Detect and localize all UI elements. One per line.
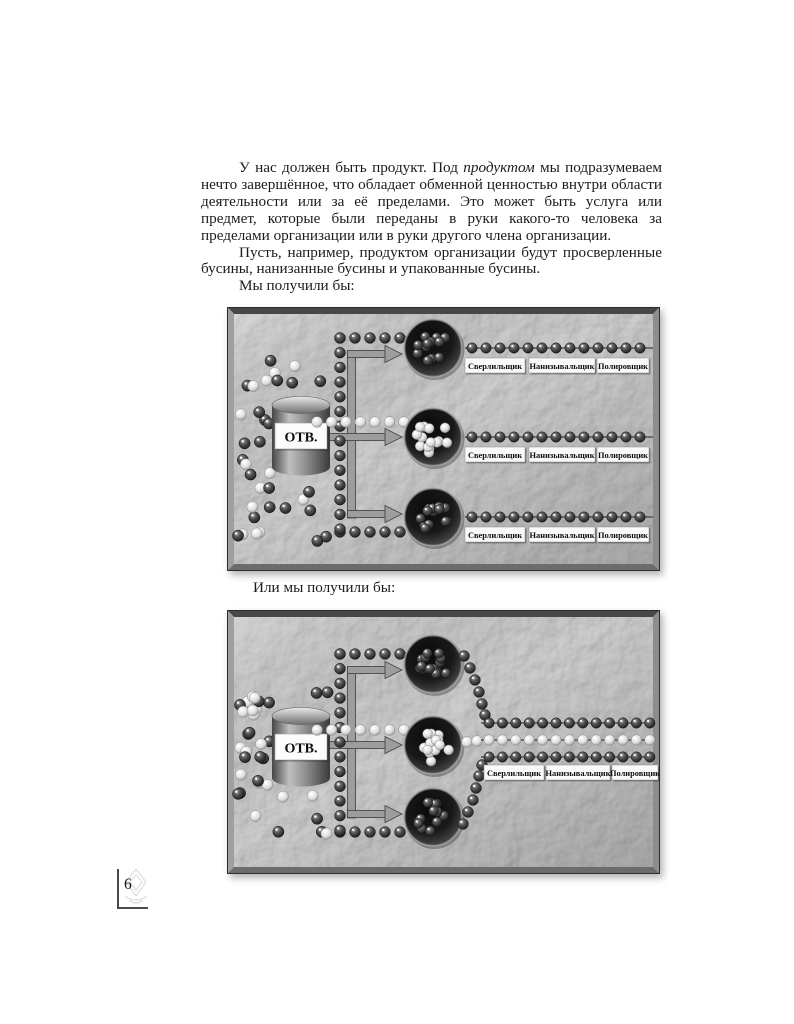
paragraph-example-beads: Пусть, например, продуктом организации будут просверленные бусины, нанизанные бусины и упакованные бусины. <box>201 243 662 278</box>
role-label: Полировщик <box>598 531 648 540</box>
bead-white <box>277 791 288 802</box>
bead-white <box>250 810 261 821</box>
bead-white <box>524 735 534 745</box>
bead-dark <box>631 752 641 762</box>
bead-dark <box>621 512 631 522</box>
bead-dark <box>335 663 346 674</box>
responsible-cylinder <box>272 708 330 787</box>
bead-dark <box>315 376 326 387</box>
bead-white <box>341 417 352 428</box>
bead-white <box>537 735 547 745</box>
bead-white <box>423 745 433 755</box>
bead-white <box>472 736 483 747</box>
bead-dark <box>395 827 406 838</box>
bead-dark <box>423 339 433 349</box>
bead-dark <box>551 343 561 353</box>
bead-dark <box>335 480 346 491</box>
bead-dark <box>434 353 444 363</box>
bead-dark <box>350 333 361 344</box>
bead-dark <box>425 826 435 836</box>
text-block <box>201 160 662 295</box>
bead-white <box>326 725 337 736</box>
bead-dark <box>593 512 603 522</box>
bead-dark <box>350 827 361 838</box>
bead-white <box>423 729 433 739</box>
bead-dark <box>263 697 274 708</box>
bead-dark <box>252 775 263 786</box>
paragraph-product-definition <box>201 160 662 245</box>
role-label: Сверлильщик <box>467 451 523 460</box>
bead-dark <box>604 752 614 762</box>
bead-dark <box>395 649 406 660</box>
bead-dark <box>249 512 260 523</box>
bead-dark <box>551 512 561 522</box>
bead-dark <box>245 469 256 480</box>
cylinder-label: ОТВ. <box>284 741 318 757</box>
bead-dark <box>635 432 645 442</box>
bead-dark <box>254 407 265 418</box>
bead-dark <box>537 343 547 353</box>
diagram-separate-products-canvas <box>227 307 660 571</box>
bead-dark <box>459 651 470 662</box>
paragraph-or-we-would-get: Или мы получили бы: <box>253 579 396 596</box>
bead-white <box>618 735 628 745</box>
role-label: Нанизывальщик <box>529 531 595 540</box>
bead-dark <box>350 649 361 660</box>
bead-white <box>564 735 574 745</box>
bead-dark <box>423 356 433 366</box>
bead-dark <box>593 343 603 353</box>
role-label: Полировщик <box>598 451 648 460</box>
bead-dark <box>511 752 521 762</box>
bead-dark <box>631 718 641 728</box>
role-label: Нанизывальщик <box>529 451 595 460</box>
bead-dark <box>509 343 519 353</box>
bead-dark <box>537 512 547 522</box>
bead-dark <box>244 727 255 738</box>
bead-dark <box>254 436 265 447</box>
bead-dark <box>635 343 645 353</box>
bead-dark <box>415 514 425 524</box>
bead-dark <box>280 502 291 513</box>
bead-dark <box>380 333 391 344</box>
bead-white <box>235 409 246 420</box>
bead-dark <box>467 343 477 353</box>
bead-dark <box>524 718 534 728</box>
bead-dark <box>618 752 628 762</box>
bead-dark <box>441 668 451 678</box>
bead-dark <box>335 810 346 821</box>
paragraph-we-would-get: Мы получили бы: <box>239 277 355 295</box>
bead-dark <box>474 687 485 698</box>
bead-white <box>312 725 323 736</box>
flow-arrow-shaft <box>348 811 386 818</box>
bead-dark <box>465 663 476 674</box>
bead-dark <box>350 527 361 538</box>
bead-dark <box>239 752 250 763</box>
bead-dark <box>635 512 645 522</box>
bead-white <box>247 501 258 512</box>
emphasis-product-word: продуктом <box>463 159 535 176</box>
bead-white <box>251 528 262 539</box>
bead-dark <box>458 819 469 830</box>
bead-white <box>341 725 352 736</box>
bead-dark <box>413 340 423 350</box>
bead-white <box>604 735 614 745</box>
bead-white <box>440 423 450 433</box>
bead-white <box>249 692 260 703</box>
bead-dark <box>471 783 482 794</box>
bead-dark <box>579 343 589 353</box>
bead-dark <box>380 649 391 660</box>
bead-white <box>370 725 381 736</box>
bead-dark <box>579 512 589 522</box>
bead-white <box>384 417 395 428</box>
bead-white <box>370 417 381 428</box>
bead-dark <box>537 432 547 442</box>
bead-dark <box>365 333 376 344</box>
bead-dark <box>365 827 376 838</box>
bead-dark <box>578 752 588 762</box>
bead-white <box>462 737 473 748</box>
bead-dark <box>335 406 346 417</box>
bead-dark <box>335 333 346 344</box>
bead-white <box>435 740 445 750</box>
bead-dark <box>509 432 519 442</box>
bead-white <box>312 417 323 428</box>
bead-dark <box>618 718 628 728</box>
paragraph-text: У нас должен быть продукт. Под <box>239 159 464 176</box>
bead-dark <box>335 347 346 358</box>
bead-dark <box>264 482 275 493</box>
bead-dark <box>564 752 574 762</box>
role-label: Нанизывальщик <box>529 362 595 371</box>
bead-dark <box>335 524 346 535</box>
bead-dark <box>265 355 276 366</box>
bead-dark <box>303 486 314 497</box>
paragraph-text: мы подразумеваем нечто завершённое, что обладает обменной ценностью внутри области деятельности или за её пределами. Это может быть услуга или предмет, которые были переданы в руки какого-то человека за пределами организации или в руки другого члена организации. <box>201 159 662 244</box>
bead-dark <box>495 512 505 522</box>
bead-dark <box>233 788 244 799</box>
diagram-converged-products-canvas <box>227 610 660 874</box>
role-label: Сверлильщик <box>467 531 523 540</box>
bead-dark <box>551 718 561 728</box>
page-number: 6 <box>124 876 132 893</box>
corner-mark <box>117 869 148 909</box>
bead-dark <box>497 752 507 762</box>
bead-white <box>426 437 436 447</box>
bead-dark <box>335 362 346 373</box>
bead-dark <box>423 798 433 808</box>
responsible-cylinder <box>272 397 330 476</box>
bead-dark <box>335 465 346 476</box>
flow-arrow-shaft <box>348 511 386 518</box>
bead-dark <box>565 343 575 353</box>
bead-white <box>645 735 655 745</box>
bead-white <box>424 423 434 433</box>
bead-dark <box>380 827 391 838</box>
bead-dark <box>432 817 442 827</box>
role-label: Нанизывальщик <box>545 769 611 778</box>
product-string-row <box>465 432 653 464</box>
bead-dark <box>312 813 323 824</box>
bead-dark <box>523 432 533 442</box>
bead-dark <box>470 675 481 686</box>
bead-dark <box>591 752 601 762</box>
bead-dark <box>481 343 491 353</box>
bead-dark <box>380 527 391 538</box>
bead-dark <box>335 450 346 461</box>
bead-white <box>415 422 425 432</box>
bead-dark <box>425 664 435 674</box>
bead-white <box>240 459 251 470</box>
bead-white <box>307 790 318 801</box>
bead-white <box>248 380 259 391</box>
bead-white <box>355 417 366 428</box>
bead-white <box>484 735 494 745</box>
bead-dark <box>239 438 250 449</box>
bead-dark <box>312 535 323 546</box>
bead-dark <box>441 517 451 527</box>
bead-white <box>497 735 507 745</box>
bead-dark <box>414 819 424 829</box>
product-string-row <box>465 512 653 544</box>
bead-dark <box>579 432 589 442</box>
bead-white <box>355 725 366 736</box>
bead-dark <box>335 509 346 520</box>
bead-dark <box>305 505 316 516</box>
bead-dark <box>564 718 574 728</box>
bead-dark <box>477 699 488 710</box>
bead-white <box>444 745 454 755</box>
bead-dark <box>335 649 346 660</box>
bead-dark <box>551 432 561 442</box>
bead-dark <box>335 678 346 689</box>
flow-arrow-shaft <box>348 351 386 358</box>
bead-dark <box>467 432 477 442</box>
bead-white <box>578 735 588 745</box>
bead-dark <box>287 377 298 388</box>
diagram-converged-products <box>227 610 660 874</box>
bead-white <box>384 725 395 736</box>
bead-dark <box>467 512 477 522</box>
bead-dark <box>335 752 346 763</box>
bead-white <box>631 735 641 745</box>
bead-dark <box>272 375 283 386</box>
product-string-row <box>465 343 653 375</box>
bead-dark <box>335 436 346 447</box>
bead-dark <box>335 707 346 718</box>
bead-dark <box>335 781 346 792</box>
bead-dark <box>481 432 491 442</box>
bead-white <box>591 735 601 745</box>
role-label: Сверлильщик <box>467 362 523 371</box>
bead-dark <box>495 343 505 353</box>
cylinder-label: ОТВ. <box>284 430 318 446</box>
bead-dark <box>434 337 444 347</box>
bead-dark <box>645 752 655 762</box>
bead-dark <box>335 377 346 388</box>
bead-dark <box>537 752 547 762</box>
bead-dark <box>509 512 519 522</box>
bead-white <box>551 735 561 745</box>
bead-dark <box>481 512 491 522</box>
bead-dark <box>365 527 376 538</box>
bead-dark <box>335 737 346 748</box>
bead-dark <box>264 502 275 513</box>
bead-dark <box>335 766 346 777</box>
bead-dark <box>463 807 474 818</box>
bead-dark <box>335 494 346 505</box>
bead-dark <box>395 333 406 344</box>
bead-dark <box>395 527 406 538</box>
bead-dark <box>524 752 534 762</box>
bead-dark <box>484 752 494 762</box>
bead-dark <box>497 718 507 728</box>
bead-dark <box>607 512 617 522</box>
role-label: Сверлильщик <box>486 769 542 778</box>
bead-dark <box>607 432 617 442</box>
bead-dark <box>591 718 601 728</box>
bead-dark <box>523 343 533 353</box>
bead-white <box>321 828 332 839</box>
bead-white <box>247 705 258 716</box>
bead-dark <box>495 432 505 442</box>
bead-dark <box>311 687 322 698</box>
bead-dark <box>621 432 631 442</box>
bead-dark <box>434 504 444 514</box>
bead-dark <box>273 826 284 837</box>
bead-dark <box>474 771 485 782</box>
bead-dark <box>335 796 346 807</box>
bead-dark <box>335 391 346 402</box>
bead-white <box>426 756 436 766</box>
bead-dark <box>607 343 617 353</box>
bead-white <box>511 735 521 745</box>
bead-white <box>235 769 246 780</box>
diagram-separate-products <box>227 307 660 571</box>
bead-dark <box>551 752 561 762</box>
bead-dark <box>604 718 614 728</box>
bead-white <box>442 438 452 448</box>
bead-dark <box>335 825 346 836</box>
bead-dark <box>565 512 575 522</box>
bead-dark <box>423 506 433 516</box>
bead-dark <box>645 718 655 728</box>
bead-dark <box>335 693 346 704</box>
bead-white <box>289 360 300 371</box>
bead-dark <box>322 687 333 698</box>
bead-dark <box>255 751 266 762</box>
bead-dark <box>468 795 479 806</box>
bead-dark <box>565 432 575 442</box>
bead-dark <box>420 523 430 533</box>
bead-dark <box>523 512 533 522</box>
bead-dark <box>511 718 521 728</box>
bead-dark <box>422 648 432 658</box>
bead-dark <box>365 649 376 660</box>
bead-dark <box>484 718 494 728</box>
bead-dark <box>593 432 603 442</box>
bead-dark <box>429 806 439 816</box>
bead-white <box>326 417 337 428</box>
bead-white <box>255 738 266 749</box>
bead-dark <box>434 648 444 658</box>
flow-arrow-shaft <box>348 667 386 674</box>
bead-dark <box>232 530 243 541</box>
role-label: Полировщик <box>610 769 660 778</box>
bead-dark <box>537 718 547 728</box>
bead-dark <box>578 718 588 728</box>
bead-dark <box>621 343 631 353</box>
role-label: Полировщик <box>598 362 648 371</box>
